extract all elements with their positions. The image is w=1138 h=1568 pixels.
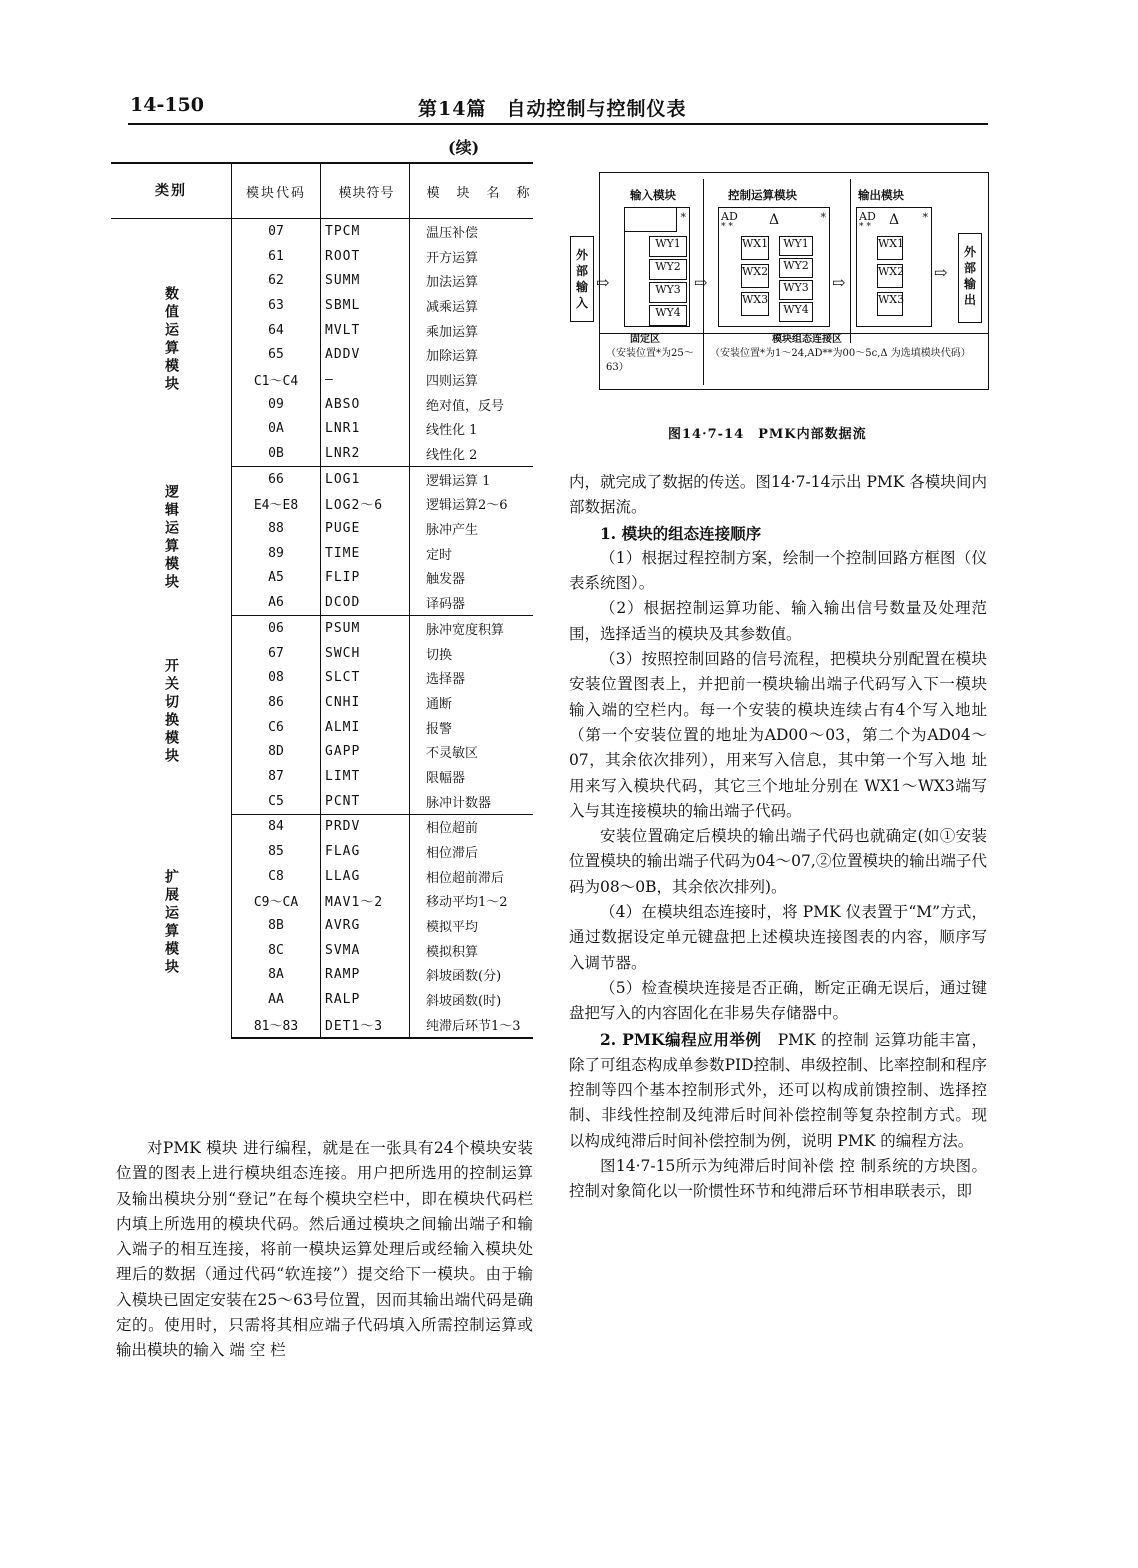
fixed-area-label: 固定区 xyxy=(630,334,660,345)
module-name-cell: 选择器 xyxy=(426,672,466,688)
page-number: 14-150 xyxy=(130,94,204,116)
module-table xyxy=(111,162,533,1039)
module-symbol-cell: SBML xyxy=(321,293,410,318)
module-name-cell: 减乘运算 xyxy=(426,299,479,315)
section-heading-2: 2. PMK编程应用举例 xyxy=(600,1029,762,1049)
module-symbol-cell: LNR2 xyxy=(321,441,410,466)
step-3-note: 安装位置确定后模块的输出端子代码也就确定(如①安装位置模块的输出端子代码为04～07,②位置模块的输出端子代码为08～0B，其余依次排列)。 xyxy=(569,827,987,896)
module-name-cell: 译码器 xyxy=(410,590,534,615)
module-symbol-cell: GAPP xyxy=(321,739,410,764)
figure-caption: 图14·7-14 PMK内部数据流 xyxy=(668,427,867,442)
module-symbol-cell: ADDV xyxy=(321,342,410,367)
module-symbol-cell: AVRG xyxy=(321,913,410,938)
control-ad-stars: * * xyxy=(721,222,733,232)
module-name-cell: 脉冲计数器 xyxy=(410,789,534,814)
control-module-box xyxy=(718,207,830,327)
output-arrow-icon: ⇨ xyxy=(934,263,948,282)
module-name-cell: 通断 xyxy=(426,696,453,712)
module-name-cell: 脉冲产生 xyxy=(426,523,479,539)
module-code-cell: 89 xyxy=(232,541,321,566)
input-module-box xyxy=(624,207,690,327)
output-ad-stars: * * xyxy=(859,222,871,232)
module-code-cell: AA xyxy=(232,987,321,1012)
module-name-cell: 限幅器 xyxy=(426,770,466,786)
table-body xyxy=(111,219,533,1038)
control-to-output-arrow-icon: ⇨ xyxy=(832,273,846,292)
module-code-cell: 87 xyxy=(232,764,321,789)
module-name-cell: 斜坡函数(时) xyxy=(426,994,502,1010)
left-paragraph xyxy=(116,1136,533,1364)
module-code-cell: 86 xyxy=(232,690,321,715)
module-name-cell: 逻辑运算 1 xyxy=(426,473,491,489)
module-code-cell: A5 xyxy=(232,566,321,591)
module-code-cell: 62 xyxy=(232,268,321,293)
table-continued-label: (续) xyxy=(448,138,480,157)
module-name-cell: 相位超前 xyxy=(426,821,479,837)
output-star: * xyxy=(922,211,928,224)
module-symbol-cell: MAV1～2 xyxy=(321,889,410,914)
module-symbol-cell: DCOD xyxy=(321,590,410,615)
input-header-cell xyxy=(625,208,677,232)
module-code-cell: 0B xyxy=(232,441,321,466)
module-name-cell: 模拟平均 xyxy=(426,920,479,936)
wx2-cell: WX2 xyxy=(741,264,769,288)
module-name-cell: 定时 xyxy=(426,547,453,563)
step-3: （3）按照控制回路的信号流程，把模块分别配置在模块安装位置图表上，并把前一模块输出端子代码写入下一模块输入端的空栏内。每一个安装的模块连续占有4个写入地址（第一个安装位置的地址为AD00～03，第二个为AD04～07，其余依次排列），用来写入信息，其中第一个写入地 址 用来写入模块代码，其它三个地址分别在 WX1～WX3端写入与其连接模块的输出端子代码。 xyxy=(569,650,987,820)
module-symbol-cell: FLAG xyxy=(321,839,410,864)
module-symbol-cell: ALMI xyxy=(321,715,410,740)
module-symbol-cell: LNR1 xyxy=(321,417,410,442)
header-rule xyxy=(128,123,988,125)
module-symbol-cell: LLAG xyxy=(321,864,410,889)
table-row xyxy=(111,219,533,244)
module-code-cell: 61 xyxy=(232,244,321,269)
table-row xyxy=(111,616,533,641)
section-2 xyxy=(569,1027,987,1154)
col-header-code: 模块代码 xyxy=(232,163,321,219)
module-name-cell: 斜坡函数(分) xyxy=(426,969,502,985)
output-wx3-cell: WX3 xyxy=(877,292,903,316)
category-cell xyxy=(111,219,232,467)
output-wx2-cell: WX2 xyxy=(877,264,903,288)
module-name-cell: 加法运算 xyxy=(426,275,479,291)
section-2-text: PMK 的控制 运算功能丰富，除了可组态构成单参数PID控制、串级控制、比率控制和程序控制等四个基本控制形式外，还可以构成前馈控制、选择控制、非线性控制及纯滞后时间补偿控制等复杂控制方式。现以构成纯滞后时间补偿控制为例，说明 PMK 的编程方法。 xyxy=(569,1030,987,1150)
module-code-cell: C6 xyxy=(232,715,321,740)
pmk-dataflow-diagram xyxy=(575,172,989,390)
module-name-cell: 模拟积算 xyxy=(426,944,479,960)
module-code-cell: 88 xyxy=(232,516,321,541)
chapter-title: 第14篇 自动控制与控制仪表 xyxy=(418,98,687,120)
table-row xyxy=(111,466,533,491)
wy3-cell: WY3 xyxy=(649,282,687,303)
module-name-cell: 温压补偿 xyxy=(426,225,479,241)
module-code-cell: C9～CA xyxy=(232,889,321,914)
module-name-cell: 不灵敏区 xyxy=(426,746,479,762)
control-wy1-cell: WY1 xyxy=(779,236,813,256)
section-heading-1: 1. 模块的组态连接顺序 xyxy=(600,523,762,543)
control-wy4-cell: WY4 xyxy=(779,302,813,322)
module-name-cell: 触发器 xyxy=(426,572,466,588)
wx1-cell: WX1 xyxy=(741,236,769,260)
module-name-cell: 移动平均1～2 xyxy=(426,895,508,911)
category-cell xyxy=(111,466,232,615)
wy2-cell: WY2 xyxy=(649,259,687,280)
right-last-paragraph: 图14·7-15所示为纯滞后时间补偿 控 制系统的方块图。控制对象简化以一阶惯性环节和纯滞后环节相串联表示，即 xyxy=(569,1157,987,1201)
module-symbol-cell: SUMM xyxy=(321,268,410,293)
control-star: * xyxy=(820,211,826,224)
module-name-cell: 相位滞后 xyxy=(426,846,479,862)
module-symbol-cell: PCNT xyxy=(321,789,410,814)
module-code-cell: 8A xyxy=(232,963,321,988)
module-name-cell: 逻辑运算2～6 xyxy=(426,498,508,514)
module-name-cell: 乘加运算 xyxy=(426,324,479,340)
control-wy3-cell: WY3 xyxy=(779,280,813,300)
module-name-cell: 报警 xyxy=(426,721,453,737)
module-symbol-cell: LOG1 xyxy=(321,466,410,491)
output-ad-label: AD xyxy=(859,210,876,223)
control-module-label: 控制运算模块 xyxy=(728,188,797,202)
category-label: 开关切换模块 xyxy=(163,657,179,766)
module-name-cell: 线性化 2 xyxy=(410,441,534,466)
module-symbol-cell: SWCH xyxy=(321,641,410,666)
module-name-cell: 加除运算 xyxy=(426,349,479,365)
control-wy2-cell: WY2 xyxy=(779,258,813,278)
wy1-cell: WY1 xyxy=(649,236,687,257)
module-symbol-cell: PRDV xyxy=(321,814,410,839)
module-symbol-cell: TPCM xyxy=(321,219,410,244)
step-4: （4）在模块组态连接时，将 PMK 仪表置于“M”方式，通过数据设定单元键盘把上述模块连接图表的内容，顺序写入调节器。 xyxy=(569,903,987,972)
module-code-cell: 08 xyxy=(232,665,321,690)
module-code-cell: 66 xyxy=(232,466,321,491)
module-symbol-cell: PUGE xyxy=(321,516,410,541)
module-code-cell: A6 xyxy=(232,590,321,615)
right-text-block xyxy=(569,470,987,1205)
category-label: 逻辑运算模块 xyxy=(163,483,179,592)
module-symbol-cell: PSUM xyxy=(321,616,410,641)
module-code-cell: 64 xyxy=(232,318,321,343)
module-name-cell: 纯滞后环节1～3 xyxy=(410,1012,534,1038)
module-code-cell: 8B xyxy=(232,913,321,938)
col-header-symbol: 模块符号 xyxy=(321,163,410,219)
module-code-cell: C5 xyxy=(232,789,321,814)
module-name-cell: 相位超前滞后 xyxy=(426,870,505,886)
config-area-label: 模块组态连接区 xyxy=(772,334,842,345)
module-code-cell: 67 xyxy=(232,641,321,666)
module-symbol-cell: LIMT xyxy=(321,764,410,789)
input-to-control-arrow-icon: ⇨ xyxy=(694,273,708,292)
control-delta: Δ xyxy=(769,212,780,228)
module-symbol-cell: FLIP xyxy=(321,566,410,591)
module-code-cell: 63 xyxy=(232,293,321,318)
module-symbol-cell: DET1～3 xyxy=(321,1012,410,1038)
module-symbol-cell: ABSO xyxy=(321,392,410,417)
external-output-box: 外部输出 xyxy=(958,233,982,323)
module-symbol-cell: ROOT xyxy=(321,244,410,269)
step-2: （2）根据控制运算功能、输入输出信号数量及处理范围，选择适当的模块及其参数值。 xyxy=(569,599,987,643)
input-module-label: 输入模块 xyxy=(630,188,676,202)
category-label: 数值运算模块 xyxy=(163,285,179,394)
module-code-cell: 65 xyxy=(232,342,321,367)
module-code-cell: C8 xyxy=(232,864,321,889)
module-code-cell: E4～E8 xyxy=(232,492,321,517)
module-code-cell: 07 xyxy=(232,219,321,244)
external-input-box: 外部输入 xyxy=(570,236,594,322)
right-intro: 内，就完成了数据的传送。图14·7-14示出 PMK 各模块间内部数据流。 xyxy=(569,473,987,517)
module-symbol-cell: CNHI xyxy=(321,690,410,715)
module-name-cell: 脉冲宽度积算 xyxy=(426,622,505,638)
module-name-cell: 四则运算 xyxy=(426,373,479,389)
module-name-cell: 开方运算 xyxy=(426,250,479,266)
wx3-cell: WX3 xyxy=(741,292,769,316)
module-code-cell: 09 xyxy=(232,392,321,417)
output-module-box xyxy=(856,207,932,327)
divider-right xyxy=(850,179,851,343)
module-symbol-cell: RAMP xyxy=(321,963,410,988)
module-symbol-cell: SLCT xyxy=(321,665,410,690)
module-code-cell: 0A xyxy=(232,417,321,442)
table-row xyxy=(111,814,533,839)
wy4-cell: WY4 xyxy=(649,305,687,326)
output-wx1-cell: WX1 xyxy=(877,236,903,260)
module-symbol-cell: MVLT xyxy=(321,318,410,343)
module-symbol-cell: TIME xyxy=(321,541,410,566)
step-1: （1）根据过程控制方案，绘制一个控制回路方框图（仪表系统图）。 xyxy=(569,548,987,593)
category-cell xyxy=(111,616,232,815)
module-symbol-cell: LOG2～6 xyxy=(321,492,410,517)
table-header-row xyxy=(111,163,533,219)
module-symbol-cell: SVMA xyxy=(321,938,410,963)
module-code-cell: 85 xyxy=(232,839,321,864)
module-name-cell: 线性化 1 xyxy=(426,423,478,439)
module-symbol-cell: RALP xyxy=(321,987,410,1012)
module-code-cell: 06 xyxy=(232,616,321,641)
left-paragraph-text: 对PMK 模块 进行编程，就是在一张具有24个模块安装位置的图表上进行模块组态连接。用户把所选用的控制运算及输出模块分别“登记”在每个模块空栏中，即在模块代码栏内填上所选用的模块代码。然后通过模块之间输出端子和输入端子的相互连接，将前一模块运算处理后或经输入模块处理后的数据（通过代码“软连接”）提交给下一模块。由于输入模块已固定安装在25～63号位置，因而其输出端代码是确定的。使用时，只需将其相应端子代码填入所需控制运算或输出模块的输入 端 空 栏 xyxy=(116,1139,533,1360)
module-code-cell: 84 xyxy=(232,814,321,839)
col-header-name: 模 块 名 称 xyxy=(410,163,534,219)
input-arrow-icon: ⇨ xyxy=(596,273,610,292)
config-area-note: （安装位置*为1～24,AD**为00～5c,Δ 为选填模块代码） xyxy=(710,348,971,359)
module-name-cell: 切换 xyxy=(426,647,453,663)
output-delta: Δ xyxy=(889,212,900,228)
module-name-cell: 绝对值，反号 xyxy=(426,398,505,414)
category-cell xyxy=(111,814,232,1038)
col-header-category: 类别 xyxy=(111,163,232,219)
step-5: （5）检查模块连接是否正确，断定正确无误后，通过键盘把写入的内容固化在非易失存储器中。 xyxy=(569,978,987,1023)
module-code-cell: 8D xyxy=(232,739,321,764)
module-code-cell: 81～83 xyxy=(232,1012,321,1038)
output-module-label: 输出模块 xyxy=(858,188,904,202)
module-code-cell: C1～C4 xyxy=(232,367,321,392)
module-code-cell: 8C xyxy=(232,938,321,963)
category-label: 扩展运算模块 xyxy=(163,868,179,977)
input-star: * xyxy=(680,211,686,224)
module-symbol-cell: — xyxy=(321,367,410,392)
fixed-area-note: （安装位置*为25～63） xyxy=(606,348,694,373)
control-ad-label: AD xyxy=(721,210,738,223)
